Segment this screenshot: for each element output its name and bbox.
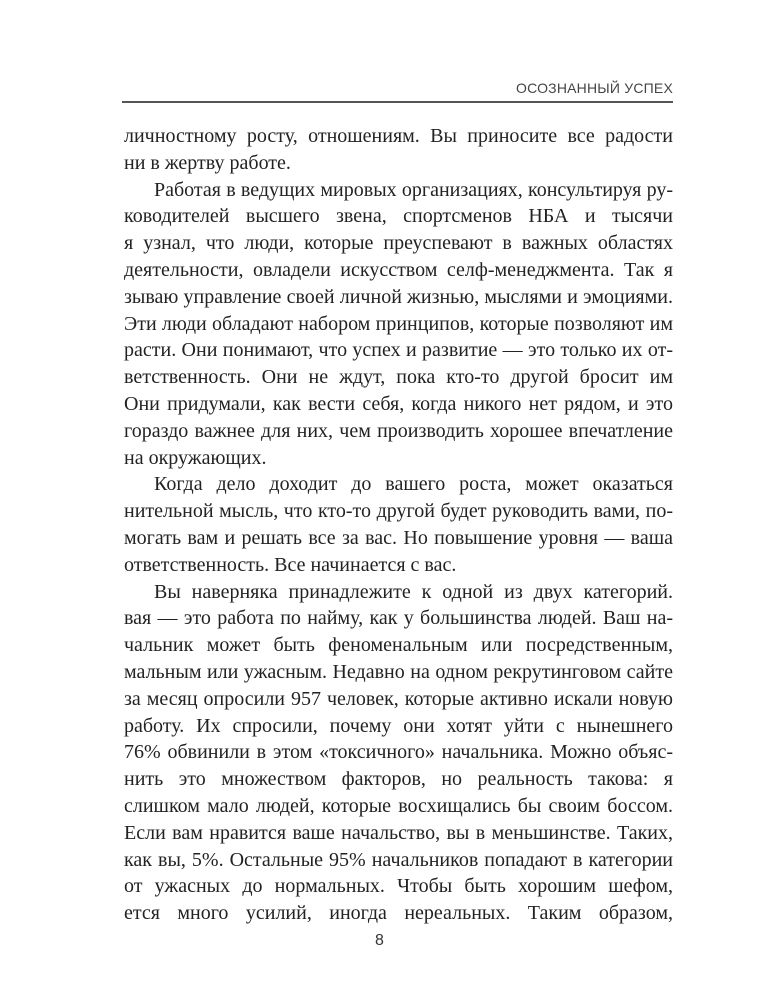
text-line: ветственность. Они не ждут, пока кто-то другой бросит им xyxy=(124,366,673,389)
text-line: гораздо важнее для них, чем производить хорошее впечатление xyxy=(124,419,673,442)
text-line: мальным или ужасным. Недавно на одном рекрутинговом сайте xyxy=(124,660,673,683)
text-line: слишком мало людей, которые восхищались бы своим боссом. xyxy=(124,794,673,817)
text-line: Они придумали, как вести себя, когда никого нет рядом, и это xyxy=(124,392,673,415)
text-line: за месяц опросили 957 человек, которые активно искали новую xyxy=(124,687,673,710)
paragraph xyxy=(124,471,673,578)
text-line: деятельности, овладели искусством селф-менеджмента. Так я xyxy=(124,258,673,281)
text-line: Работая в ведущих мировых организациях, консультируя ру- xyxy=(154,178,673,201)
text-line: как вы, 5%. Остальные 95% начальников попадают в категории xyxy=(124,848,673,871)
text-line: Вы наверняка принадлежите к одной из двух категорий. xyxy=(154,580,673,603)
paragraph xyxy=(124,579,673,927)
text-line: Если вам нравится ваше начальство, вы в меньшинстве. Таких, xyxy=(124,821,673,844)
text-line: Когда дело доходит до вашего роста, может оказаться xyxy=(154,473,673,496)
text-line: работу. Их спросили, почему они хотят уйти с нынешнего xyxy=(124,714,673,737)
text-line: от ужасных до нормальных. Чтобы быть хорошим шефом, xyxy=(124,875,673,898)
running-header: ОСОЗНАННЫЙ УСПЕХ xyxy=(516,80,673,96)
header-rule xyxy=(122,101,673,103)
text-line: нить это множеством факторов, но реальность такова: я xyxy=(124,768,673,791)
text-line: ководителей высшего звена, спортсменов НБА и тысячи xyxy=(124,205,673,228)
page-number: 8 xyxy=(375,932,384,949)
text-line: ответственность. Все начинается с вас. xyxy=(124,553,457,576)
text-line: зываю управление своей личной жизнью, мыслями и эмоциями. xyxy=(124,285,673,308)
paragraph xyxy=(124,177,673,472)
text-line: могать вам и решать все за вас. Но повышение уровня — ваша xyxy=(124,526,673,549)
text-line: 76% обвинили в этом «токсичного» начальника. Можно объяс- xyxy=(124,741,673,764)
text-line: Эти люди обладают набором принципов, которые позволяют им xyxy=(124,312,673,335)
text-line: расти. Они понимают, что успех и развитие — это только их от- xyxy=(124,339,673,362)
text-line: ни в жертву работе. xyxy=(124,151,291,174)
text-line: я узнал, что люди, которые преуспевают в важных областях xyxy=(124,232,673,255)
text-line: ется много усилий, иногда нереальных. Таким образом, xyxy=(124,902,673,925)
text-line: чальник может быть феноменальным или посредственным, xyxy=(124,634,673,657)
text-line: вая — это работа по найму, как у большинства людей. Ваш на- xyxy=(124,607,673,630)
paragraph xyxy=(124,123,673,177)
text-line: личностному росту, отношениям. Вы приносите все радости xyxy=(124,125,673,147)
page-body-text xyxy=(124,123,673,927)
text-line: нительной мысль, что кто-то другой будет руководить вами, по- xyxy=(124,500,673,523)
text-line: на окружающих. xyxy=(124,446,267,469)
